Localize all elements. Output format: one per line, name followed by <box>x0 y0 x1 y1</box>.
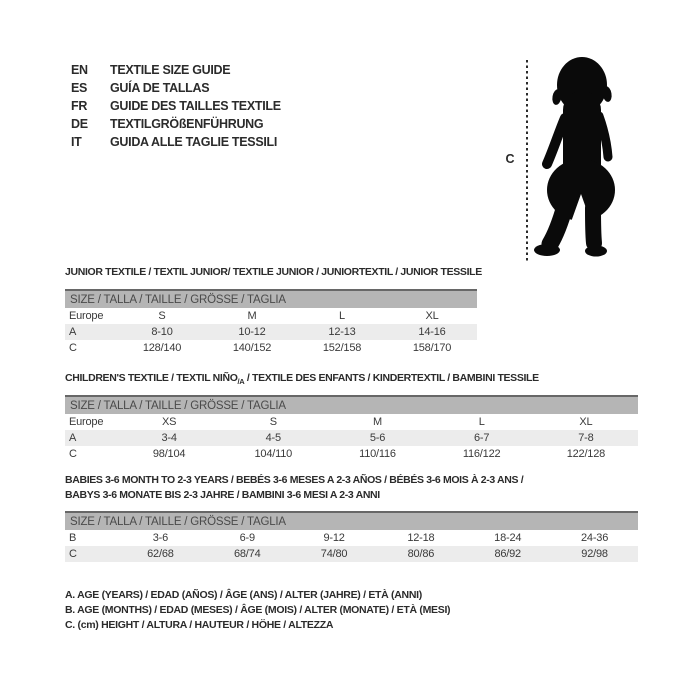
size-header: SIZE / TALLA / TAILLE / GRÖSSE / TAGLIA <box>65 290 477 308</box>
children-size-table <box>65 395 638 462</box>
language-code: ES <box>71 81 88 95</box>
children-title-suffix: / TEXTILE DES ENFANTS / KINDERTEXTIL / BAMBINI TESSILE <box>244 372 539 384</box>
size-cell: L <box>478 416 485 428</box>
size-cell: 86/92 <box>464 546 551 562</box>
size-cell: 158/170 <box>412 342 452 354</box>
table-row <box>65 430 638 446</box>
size-header: SIZE / TALLA / TAILLE / GRÖSSE / TAGLIA <box>65 512 638 530</box>
size-header: SIZE / TALLA / TAILLE / GRÖSSE / TAGLIA <box>65 396 638 414</box>
size-cell: 9-12 <box>323 532 345 544</box>
size-cell: XS <box>161 416 177 428</box>
babies-title-line2: BABYS 3-6 MONATE BIS 2-3 JAHRE / BAMBINI 3-6 MESI A 2-3 ANNI <box>65 489 380 501</box>
size-cell: M <box>247 310 257 322</box>
language-label: GUÍA DE TALLAS <box>110 81 210 95</box>
size-cell: 3-4 <box>117 430 221 446</box>
size-cell: 7-8 <box>534 430 638 446</box>
height-measure-dashed-line <box>526 60 528 263</box>
row-label: C <box>69 448 77 460</box>
size-cell: 6-9 <box>239 532 255 544</box>
row-label: Europe <box>69 310 104 322</box>
size-cell: 12-18 <box>407 532 435 544</box>
size-cell: 3-6 <box>152 532 169 544</box>
size-cell: 110/116 <box>359 448 396 460</box>
junior-size-table <box>65 289 477 356</box>
size-cell: 104/110 <box>254 448 293 460</box>
babies-table-title <box>65 473 523 503</box>
table-header-row <box>65 290 477 308</box>
table-row <box>65 414 638 430</box>
size-cell: 4-5 <box>221 430 325 446</box>
table-row <box>65 340 477 356</box>
language-list <box>71 61 281 151</box>
language-code: FR <box>71 99 88 113</box>
size-cell: 128/140 <box>142 342 182 354</box>
size-cell: 140/152 <box>232 342 272 354</box>
junior-table-title: JUNIOR TEXTILE / TEXTIL JUNIOR/ TEXTILE JUNIOR / JUNIORTEXTIL / JUNIOR TESSILE <box>65 266 482 278</box>
table-row <box>65 324 477 340</box>
size-cell: 12-13 <box>297 324 387 340</box>
baby-silhouette-image <box>533 56 625 260</box>
size-cell: S <box>269 416 277 428</box>
height-measure-label: C <box>505 152 515 166</box>
size-cell: 6-7 <box>430 430 534 446</box>
row-label: C <box>65 546 117 562</box>
size-cell: 14-16 <box>387 324 477 340</box>
row-label: B <box>69 532 77 544</box>
row-label: Europe <box>69 416 104 428</box>
language-row <box>71 133 281 151</box>
babies-size-table <box>65 511 638 562</box>
children-title-sub: /A <box>237 377 245 387</box>
size-cell: XL <box>425 310 439 322</box>
size-cell: 80/86 <box>377 546 464 562</box>
children-table-title <box>65 371 539 389</box>
size-cell: M <box>372 416 382 428</box>
language-row <box>71 79 281 97</box>
note-age-years: A. AGE (YEARS) / EDAD (AÑOS) / ÂGE (ANS) / ALTER (JAHRE) / ETÀ (ANNI) <box>65 589 422 601</box>
language-label: TEXTILE SIZE GUIDE <box>110 63 231 77</box>
language-label: TEXTILGRÖßENFÜHRUNG <box>110 117 264 131</box>
size-cell: L <box>339 310 345 322</box>
language-code: IT <box>71 135 82 149</box>
language-label: GUIDA ALLE TAGLIE TESSILI <box>110 135 278 149</box>
size-cell: 62/68 <box>117 546 204 562</box>
size-cell: 92/98 <box>551 546 638 562</box>
size-cell: 10-12 <box>207 324 297 340</box>
size-cell: 74/80 <box>291 546 378 562</box>
size-cell: 68/74 <box>204 546 291 562</box>
babies-title-line1: BABIES 3-6 MONTH TO 2-3 YEARS / BEBÉS 3-6 MESES A 2-3 AÑOS / BÉBÉS 3-6 MOIS À 2-3 ANS / <box>65 474 524 486</box>
language-code: DE <box>71 117 88 131</box>
size-cell: 8-10 <box>117 324 207 340</box>
note-age-months: B. AGE (MONTHS) / EDAD (MESES) / ÂGE (MOIS) / ALTER (MONATE) / ETÀ (MESI) <box>65 604 451 617</box>
size-cell: 5-6 <box>325 430 429 446</box>
size-cell: 24-36 <box>581 532 609 544</box>
table-row <box>65 546 638 562</box>
row-label: A <box>65 324 117 340</box>
table-header-row <box>65 396 638 414</box>
table-row <box>65 446 638 462</box>
size-cell: 122/128 <box>566 448 606 460</box>
table-header-row <box>65 512 638 530</box>
size-cell: S <box>158 310 166 322</box>
size-cell: 152/158 <box>322 342 362 354</box>
size-cell: 98/104 <box>152 448 186 460</box>
row-label: A <box>65 430 117 446</box>
language-row <box>71 97 281 115</box>
table-row <box>65 530 638 546</box>
note-height-cm: C. (cm) HEIGHT / ALTURA / HAUTEUR / HÖHE / ALTEZZA <box>65 619 334 632</box>
language-label: GUIDE DES TAILLES TEXTILE <box>110 99 281 113</box>
legend-notes <box>65 588 450 634</box>
language-row <box>71 61 281 79</box>
size-cell: XL <box>579 416 593 428</box>
language-row <box>71 115 281 133</box>
size-cell: 18-24 <box>494 532 522 544</box>
row-label: C <box>69 342 77 354</box>
table-row <box>65 308 477 324</box>
children-title-prefix: CHILDREN'S TEXTILE / TEXTIL NIÑO <box>65 372 238 384</box>
language-code: EN <box>71 63 88 77</box>
size-cell: 116/122 <box>462 448 501 460</box>
